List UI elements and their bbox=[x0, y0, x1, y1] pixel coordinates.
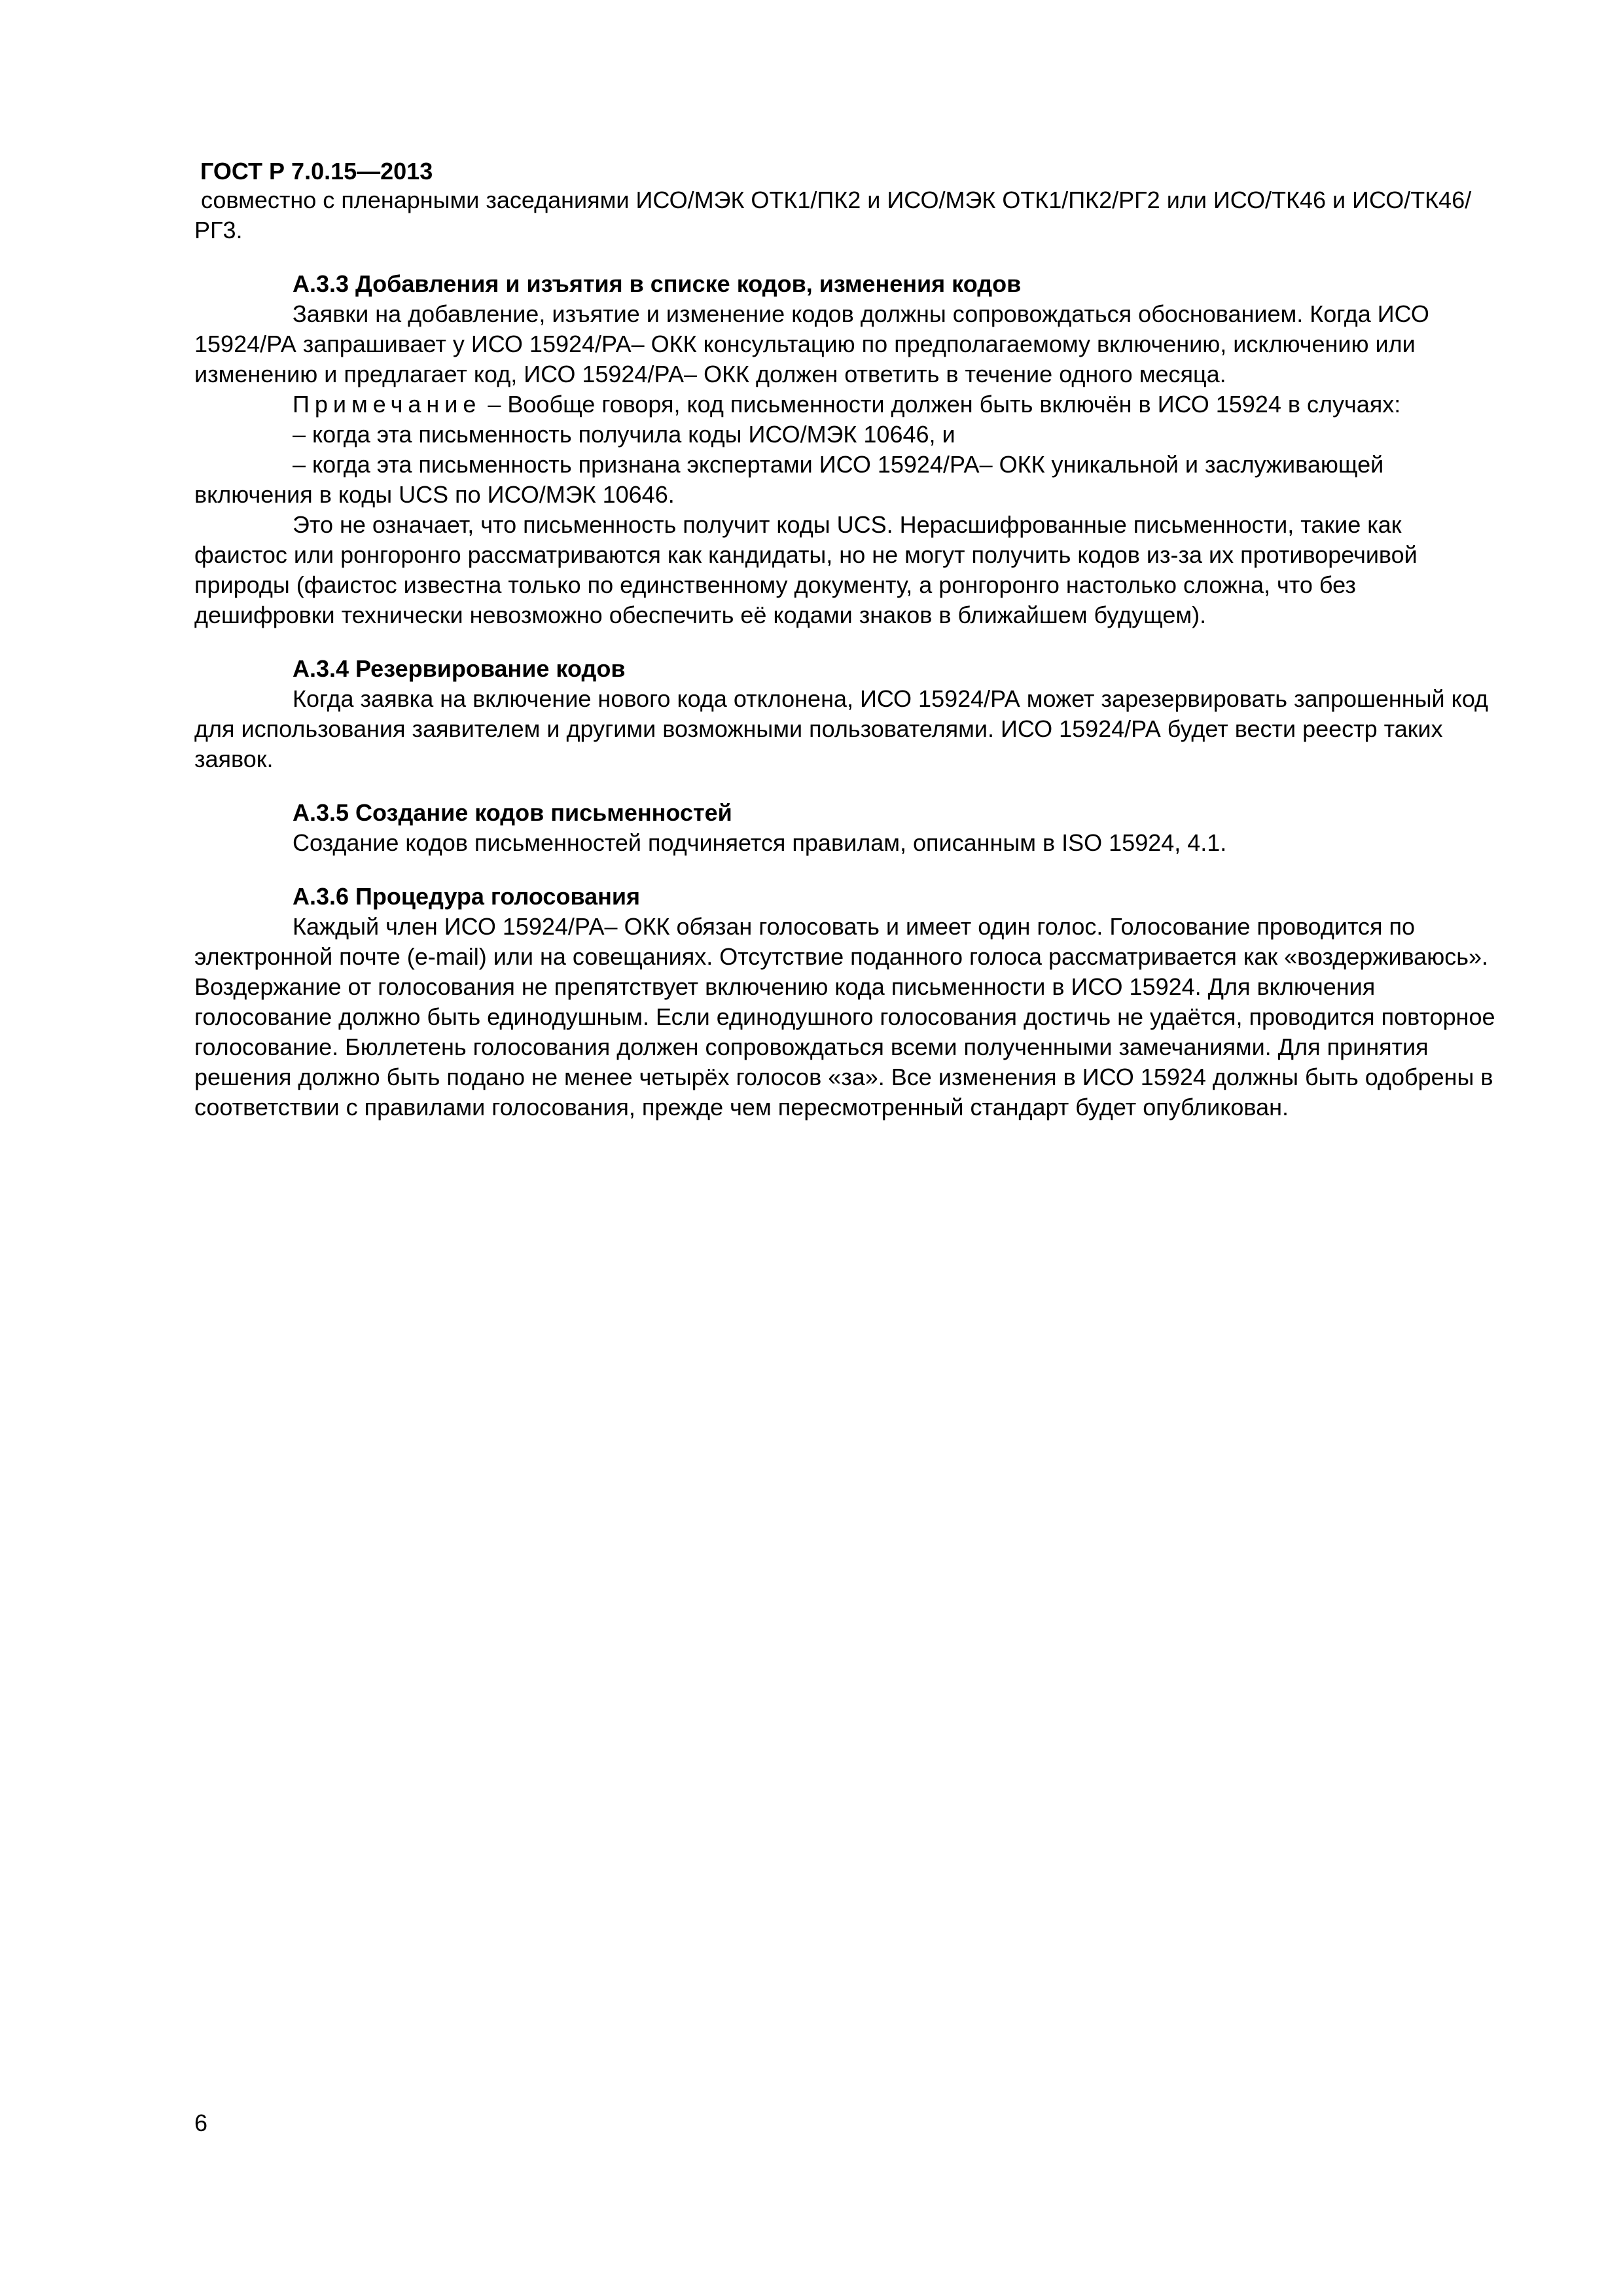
section-heading-a36: А.3.6 Процедура голосования bbox=[293, 883, 640, 910]
section-heading-a33: А.3.3 Добавления и изъятия в списке кодов, изменения кодов bbox=[293, 270, 1022, 297]
note-paragraph bbox=[194, 389, 1499, 420]
intro-paragraph: совместно с пленарными заседаниями ИСО/МЭК ОТК1/ПК2 и ИСО/МЭК ОТК1/ПК2/РГ2 или ИСО/ТК46 и ИСО/ТК46/РГ3. bbox=[194, 187, 1472, 243]
note-label: Примечание bbox=[293, 391, 482, 418]
list-item-1: – когда эта письменность получила коды ИСО/МЭК 10646, и bbox=[293, 421, 955, 448]
section-heading-a34: А.3.4 Резервирование кодов bbox=[293, 655, 626, 682]
document-header: ГОСТ Р 7.0.15—2013 bbox=[200, 158, 433, 185]
section-a33-paragraph-2: Это не означает, что письменность получит коды UCS. Нерасшифрованные письменности, такие как фаистос или ронгоронго рассматриваются как кандидаты, но не могут получить кодов из-за их противоречивой природы (фаистос известна только по единственному документу, а ронгоронго настолько сложна, что без дешифровки технически невозможно обеспечить её кодами знаков в ближайшем будущем). bbox=[194, 511, 1418, 628]
document-body bbox=[194, 185, 1499, 1122]
section-heading-a35: А.3.5 Создание кодов письменностей bbox=[293, 799, 732, 826]
section-a36-paragraph-1: Каждый член ИСО 15924/РА– ОКК обязан голосовать и имеет один голос. Голосование проводится по электронной почте (e-mail) или на совещаниях. Отсутствие поданного голоса рассматривается как «воздерживаюсь». Воздержание от голосования не препятствует включению кода письменности в ИСО 15924. Для включения голосование должно быть единодушным. Если единодушного голосования достичь не удаётся, проводится повторное голосование. Бюллетень голосования должен сопровождаться всеми полученными замечаниями. Для принятия решения должно быть подано не менее четырёх голосов «за». Все изменения в ИСО 15924 должны быть одобрены в соответствии с правилами голосования, прежде чем пересмотренный стандарт будет опубликован. bbox=[194, 913, 1495, 1121]
section-a33-paragraph-1: Заявки на добавление, изъятие и изменение кодов должны сопровождаться обоснованием. Когда ИСО 15924/РА запрашивает у ИСО 15924/РА– ОКК консультацию по предполагаемому включению, исключению или изменению и предлагает код, ИСО 15924/РА– ОКК должен ответить в течение одного месяца. bbox=[194, 300, 1429, 387]
list-item-2: – когда эта письменность признана экспертами ИСО 15924/РА– ОКК уникальной и заслуживающей включения в коды UCS по ИСО/МЭК 10646. bbox=[194, 451, 1384, 508]
section-a34-paragraph-1: Когда заявка на включение нового кода отклонена, ИСО 15924/РА может зарезервировать запрошенный код для использования заявителем и другими возможными пользователями. ИСО 15924/РА будет вести реестр таких заявок. bbox=[194, 685, 1489, 772]
page-number: 6 bbox=[194, 2109, 208, 2136]
section-a35-paragraph-1: Создание кодов письменностей подчиняется правилам, описанным в ISO 15924, 4.1. bbox=[293, 829, 1227, 856]
note-text: – Вообще говоря, код письменности должен быть включён в ИСО 15924 в случаях: bbox=[481, 391, 1401, 418]
